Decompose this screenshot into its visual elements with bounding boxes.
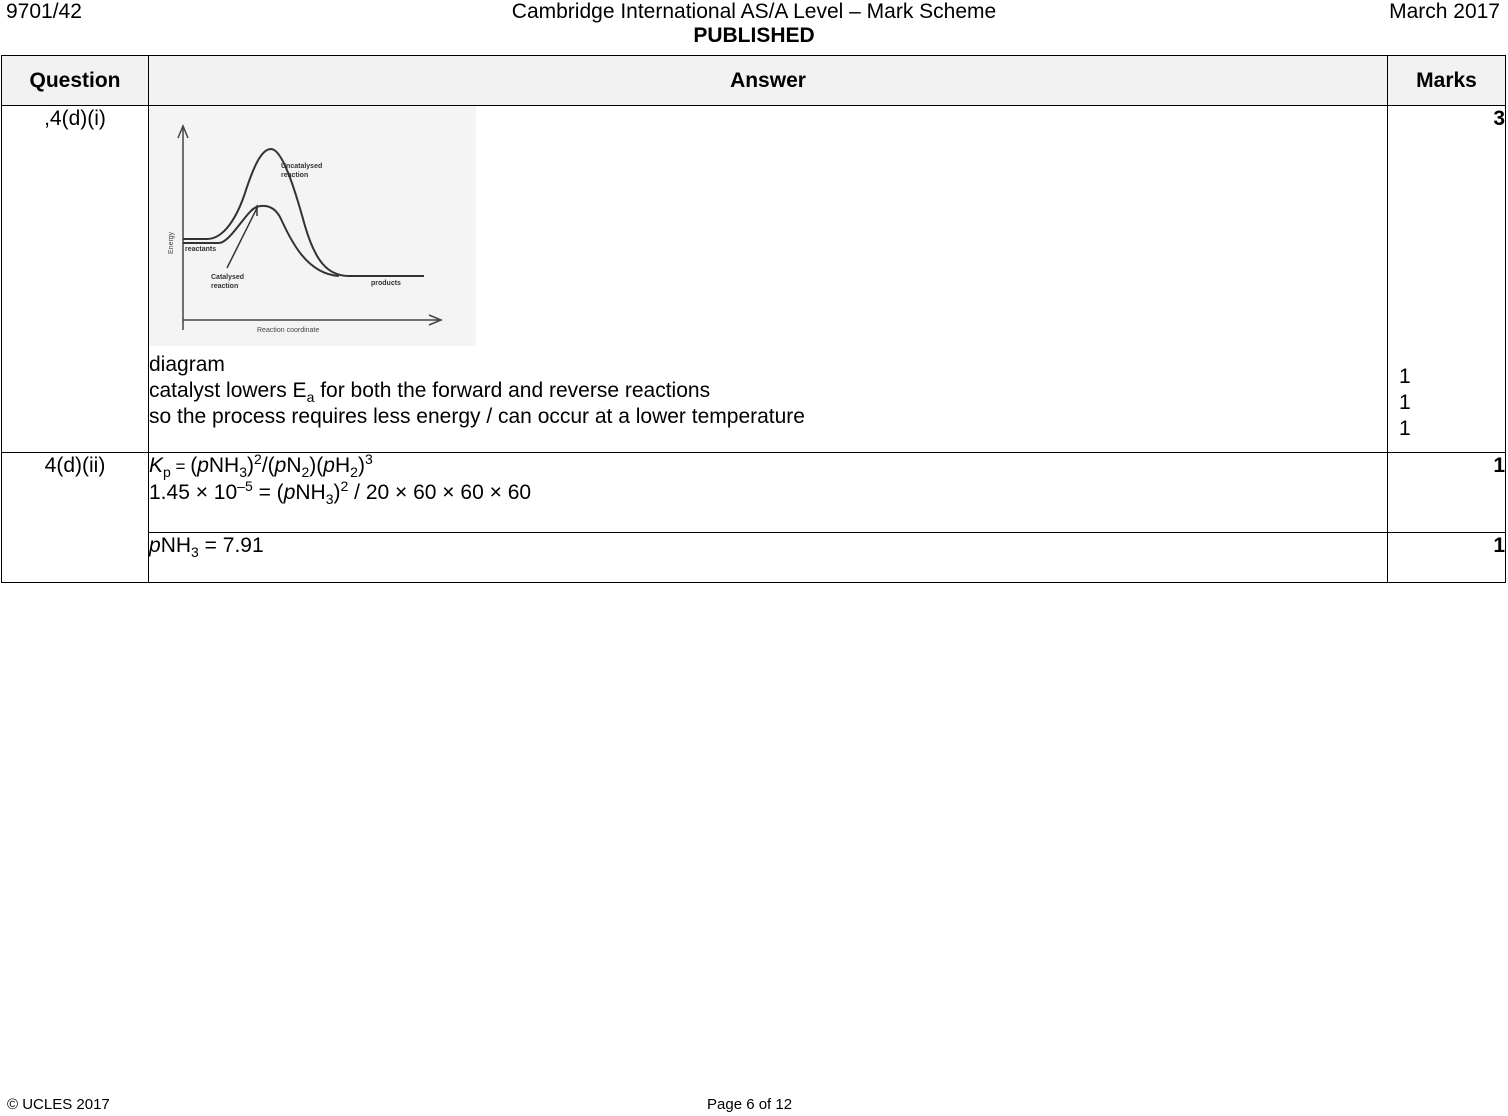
products-label: products (371, 280, 401, 287)
catalysed-label: Catalysed reaction (211, 274, 245, 290)
header-answer: Answer (149, 56, 1388, 106)
marks-cell (1388, 533, 1506, 583)
page-number: Page 6 of 12 (707, 1096, 793, 1113)
kp-expression: $K_p = (pNH_3)^2/(pN_2)(pH_2)^3$ (149, 451, 373, 481)
table-row (2, 533, 1506, 583)
total-marks: 3 (1493, 107, 1505, 130)
uncatalysed-label: Uncatalysed reaction (281, 163, 323, 179)
published-label: PUBLISHED (693, 24, 815, 47)
answer-line: diagram (149, 353, 225, 376)
question-number: ,4(d)(i) (2, 106, 149, 453)
question-number: 4(d)(ii) (2, 453, 149, 583)
table-row (2, 106, 1506, 453)
mark-scheme-table (1, 55, 1506, 583)
y-axis-label: Energy (168, 231, 175, 254)
answer-line: catalyst lowers $E_a$ for both the forward and reverse reactions (149, 379, 711, 406)
total-marks: 1 (1493, 534, 1505, 557)
table-row (2, 453, 1506, 533)
answer-cell (149, 453, 1388, 533)
reactants-label: reactants (185, 246, 217, 253)
header-question: Question (2, 56, 149, 106)
answer-cell (149, 106, 1388, 453)
header-marks: Marks (1388, 56, 1506, 106)
mark-value: 1 (1399, 391, 1411, 414)
mark-value: 1 (1399, 417, 1411, 440)
sub-marks (1399, 364, 1411, 442)
total-marks: 1 (1493, 454, 1505, 477)
diagram-background (149, 106, 476, 346)
mark-value: 1 (1399, 365, 1411, 388)
marks-cell (1388, 453, 1506, 533)
table-header-row (2, 56, 1506, 106)
copyright: © UCLES 2017 (7, 1096, 110, 1113)
final-answer: pNH$_3$ = 7.91 (149, 534, 264, 561)
x-axis-label: Reaction coordinate (257, 327, 320, 334)
exam-date: March 2017 (1389, 0, 1500, 23)
paper-code: 9701/42 (6, 0, 82, 23)
marks-cell (1388, 106, 1506, 453)
answer-line: so the process requires less energy / can occur at a lower temperature (149, 405, 805, 428)
energy-profile-diagram (149, 106, 476, 346)
document-title: Cambridge International AS/A Level – Mark Scheme (511, 0, 997, 23)
substitution-line: $1.45 \times 10^{-5} = (pNH_3)^2 / 20 \times 60 \times 60 \times 60$ (149, 478, 532, 508)
answer-cell (149, 533, 1388, 583)
